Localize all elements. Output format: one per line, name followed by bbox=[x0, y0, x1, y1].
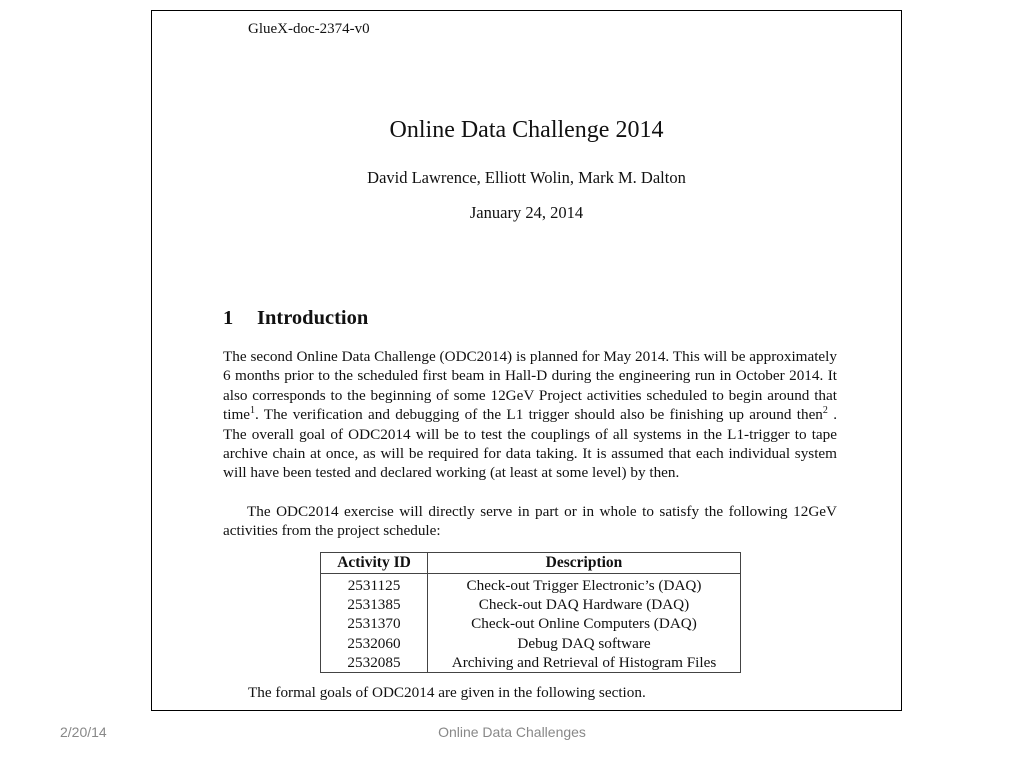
table-row bbox=[321, 634, 741, 653]
activity-id-cell: 2531385 bbox=[321, 595, 428, 614]
document-date: January 24, 2014 bbox=[469, 203, 584, 222]
document-id: GlueX-doc-2374-v0 bbox=[248, 21, 370, 37]
document-authors: David Lawrence, Elliott Wolin, Mark M. Dalton bbox=[367, 168, 686, 187]
section-title: Introduction bbox=[257, 307, 369, 329]
footnote-marker: 2 bbox=[822, 405, 828, 417]
table-row bbox=[321, 614, 741, 633]
description-cell: Check-out DAQ Hardware (DAQ) bbox=[428, 595, 741, 614]
document-image-frame bbox=[151, 10, 902, 711]
intro-paragraph-1 bbox=[223, 347, 837, 483]
closing-sentence: The formal goals of ODC2014 are given in the following section. bbox=[248, 684, 646, 701]
table-row bbox=[321, 574, 741, 596]
description-cell: Archiving and Retrieval of Histogram Files bbox=[428, 653, 741, 673]
activity-table bbox=[320, 552, 741, 673]
paragraph-text: The second Online Data Challenge (ODC2014) is planned for May 2014. This will be approximately 6 months prior to the scheduled first beam in Hall-D during the engineering run in October 2014. It also corresponds to the beginning of some 12GeV Project activities scheduled to begin around that time bbox=[223, 348, 837, 424]
paragraph-text: . The overall goal of ODC2014 will be to test the couplings of all systems in the L1-trigger to tape archive chain at once, as will be required for data taking. It is assumed that each individual system will have been tested and declared working (at least at some level) by then. bbox=[223, 406, 837, 482]
section-heading bbox=[223, 307, 368, 330]
activity-id-cell: 2532085 bbox=[321, 653, 428, 673]
description-cell: Debug DAQ software bbox=[428, 634, 741, 653]
table-row bbox=[321, 653, 741, 673]
footnote-marker: 1 bbox=[250, 405, 255, 417]
column-header-description: Description bbox=[428, 553, 741, 574]
document-title: Online Data Challenge 2014 bbox=[389, 117, 664, 143]
column-header-activity-id: Activity ID bbox=[321, 553, 428, 574]
slide-footer-title: Online Data Challenges bbox=[438, 724, 586, 740]
activity-id-cell: 2531370 bbox=[321, 614, 428, 633]
description-cell: Check-out Trigger Electronic’s (DAQ) bbox=[428, 574, 741, 596]
table-header-row bbox=[321, 553, 741, 574]
description-cell: Check-out Online Computers (DAQ) bbox=[428, 614, 741, 633]
section-number: 1 bbox=[223, 307, 234, 329]
table-row bbox=[321, 595, 741, 614]
paragraph-text: . The verification and debugging of the L1 trigger should also be finishing up around then bbox=[255, 406, 823, 424]
activity-id-cell: 2531125 bbox=[321, 574, 428, 596]
slide-footer-date: 2/20/14 bbox=[60, 724, 107, 740]
intro-paragraph-2: The ODC2014 exercise will directly serve in part or in whole to satisfy the following 12GeV activities from the project schedule: bbox=[223, 503, 837, 540]
activity-id-cell: 2532060 bbox=[321, 634, 428, 653]
